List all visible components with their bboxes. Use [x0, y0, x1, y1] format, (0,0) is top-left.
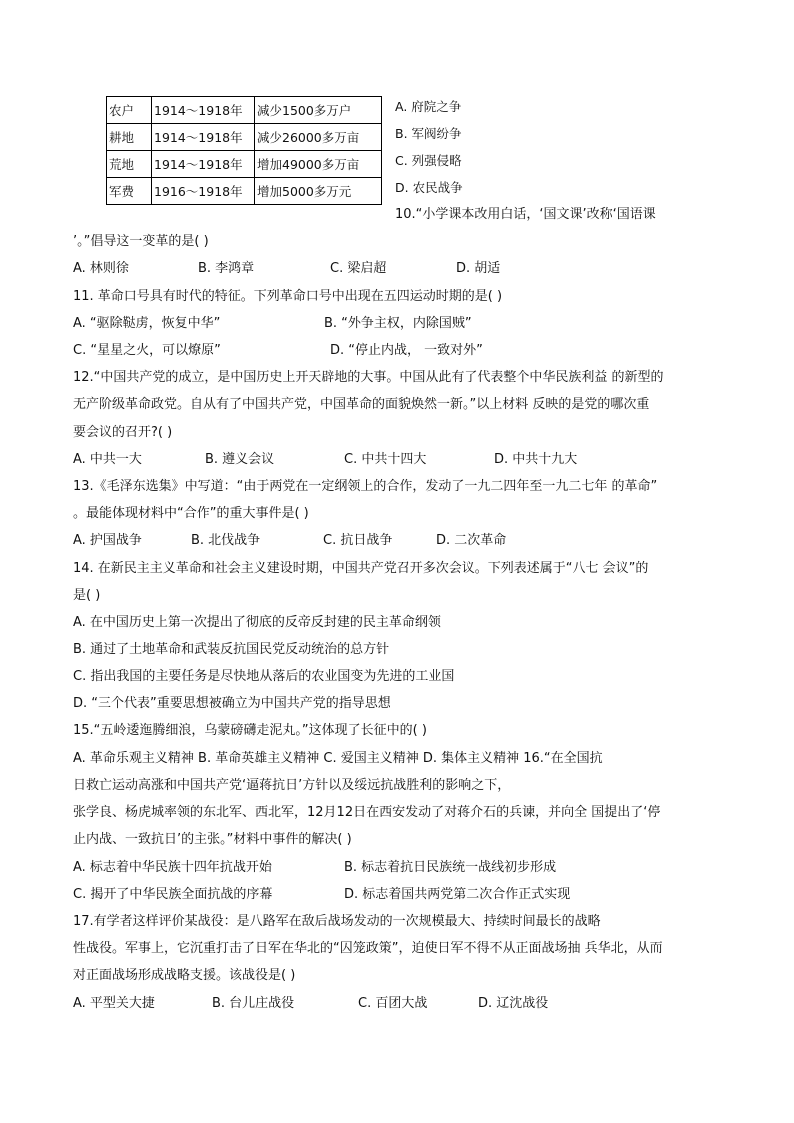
table-row	[107, 151, 382, 178]
q11-option-b: B. “外争主权，内除国贼”	[324, 316, 472, 331]
q10-stem-line2: ’。”倡导这一变革的是( )	[73, 234, 209, 249]
q17-option-c: C. 百团大战	[358, 996, 428, 1011]
q17-option-b: B. 台儿庄战役	[212, 996, 295, 1011]
q13-option-c: C. 抗日战争	[323, 533, 393, 548]
q10-option-c: C. 梁启超	[330, 261, 387, 276]
table-cell: 耕地	[107, 124, 152, 151]
q9-option-a: A. 府院之争	[395, 99, 462, 114]
q16-option-b: B. 标志着抗日民族统一战线初步形成	[344, 860, 557, 875]
table-row	[107, 97, 382, 124]
q17-stem-line3: 对正面战场形成战略支援。该战役是( )	[73, 968, 296, 983]
table-cell: 军费	[107, 178, 152, 205]
q10-stem-line1: 10.“小学课本改用白话，‘国文课’改称‘国语课	[395, 207, 656, 222]
q10-option-b: B. 李鸿章	[198, 261, 255, 276]
q14-option-d: D. “三个代表”重要思想被确立为中国共产党的指导思想	[73, 696, 391, 711]
q17-option-a: A. 平型关大捷	[73, 996, 155, 1011]
q12-option-d: D. 中共十九大	[494, 452, 578, 467]
q12-option-c: C. 中共十四大	[344, 452, 427, 467]
q13-option-b: B. 北伐战争	[191, 533, 261, 548]
table-row	[107, 124, 382, 151]
q9-option-c: C. 列强侵略	[395, 153, 462, 168]
q13-stem-line1: 13.《毛泽东选集》中写道：“由于两党在一定纲领上的合作，发动了一九二四年至一九二七年 的革命”	[73, 479, 658, 494]
table-cell: 荒地	[107, 151, 152, 178]
q16-stem-line3: 止内战、一致抗日’的主张。”材料中事件的解决( )	[73, 832, 352, 847]
q12-stem-line2: 无产阶级革命政党。自从有了中国共产党，中国革命的面貌焕然一新。”以上材料 反映的是党的哪次重	[73, 397, 650, 412]
table-cell: 减少26000多万亩	[255, 124, 382, 151]
q11-stem: 11. 革命口号具有时代的特征。下列革命口号中出现在五四运动时期的是( )	[73, 289, 503, 304]
q12-stem-line3: 要会议的召开?( )	[73, 425, 173, 440]
table-cell: 1914～1918年	[152, 97, 255, 124]
q14-option-a: A. 在中国历史上第一次提出了彻底的反帝反封建的民主革命纲领	[73, 615, 441, 630]
q10-option-a: A. 林则徐	[73, 261, 129, 276]
statistics-table	[106, 96, 382, 205]
q13-option-d: D. 二次革命	[436, 533, 507, 548]
table-cell: 增加49000多万亩	[255, 151, 382, 178]
q13-stem-line2: 。最能体现材料中“合作”的重大事件是( )	[73, 506, 309, 521]
q14-stem-line2: 是( )	[73, 588, 101, 603]
table-cell: 1916～1918年	[152, 178, 255, 205]
q9-option-d: D. 农民战争	[395, 180, 463, 195]
q13-option-a: A. 护国战争	[73, 533, 142, 548]
q17-stem-line2: 性战役。军事上，它沉重打击了日军在华北的“囚笼政策”，迫使日军不得不从正面战场抽 兵华北，从而	[73, 941, 663, 956]
q16-option-a: A. 标志着中华民族十四年抗战开始	[73, 860, 272, 875]
q14-option-c: C. 指出我国的主要任务是尽快地从落后的农业国变为先进的工业国	[73, 669, 455, 684]
q11-option-a: A. “驱除鞑虏，恢复中华”	[73, 316, 221, 331]
q9-option-b: B. 军阀纷争	[395, 126, 462, 141]
q17-option-d: D. 辽沈战役	[478, 996, 549, 1011]
q15-stem: 15.“五岭逶迤腾细浪，乌蒙磅礴走泥丸。”这体现了长征中的( )	[73, 723, 427, 738]
q10-option-d: D. 胡适	[456, 261, 501, 276]
q16-stem-line2: 张学良、杨虎城率领的东北军、西北军，12月12日在西安发动了对蒋介石的兵谏，并向全 国提出了‘停	[73, 805, 661, 820]
table-cell: 农户	[107, 97, 152, 124]
q16-stem-line1: 日救亡运动高涨和中国共产党‘逼蒋抗日’方针以及绥远抗战胜利的影响之下，	[73, 778, 511, 793]
q14-stem-line1: 14. 在新民主主义革命和社会主义建设时期，中国共产党召开多次会议。下列表述属于“八七 会议”的	[73, 561, 649, 576]
q14-option-b: B. 通过了土地革命和武装反抗国民党反动统治的总方针	[73, 642, 390, 657]
table-cell: 减少1500多万户	[255, 97, 382, 124]
q11-option-c: C. “星星之火，可以燎原”	[73, 343, 221, 358]
table-row	[107, 178, 382, 205]
q11-option-d: D. “停止内战， 一致对外”	[330, 343, 483, 358]
q16-option-d: D. 标志着国共两党第二次合作正式实现	[344, 887, 571, 902]
table-cell: 增加5000多万元	[255, 178, 382, 205]
q12-stem-line1: 12.“中国共产党的成立，是中国历史上开天辟地的大事。中国从此有了代表整个中华民族利益 的新型的	[73, 370, 664, 385]
q12-option-b: B. 遵义会议	[205, 452, 275, 467]
q16-option-c: C. 揭开了中华民族全面抗战的序幕	[73, 887, 273, 902]
table-cell: 1914～1918年	[152, 124, 255, 151]
q12-option-a: A. 中共一大	[73, 452, 142, 467]
table-cell: 1914～1918年	[152, 151, 255, 178]
q15-options: A. 革命乐观主义精神 B. 革命英雄主义精神 C. 爱国主义精神 D. 集体主义精神 16.“在全国抗	[73, 751, 603, 766]
q17-stem-line1: 17.有学者这样评价某战役：是八路军在敌后战场发动的一次规模最大、持续时间最长的战略	[73, 914, 601, 929]
